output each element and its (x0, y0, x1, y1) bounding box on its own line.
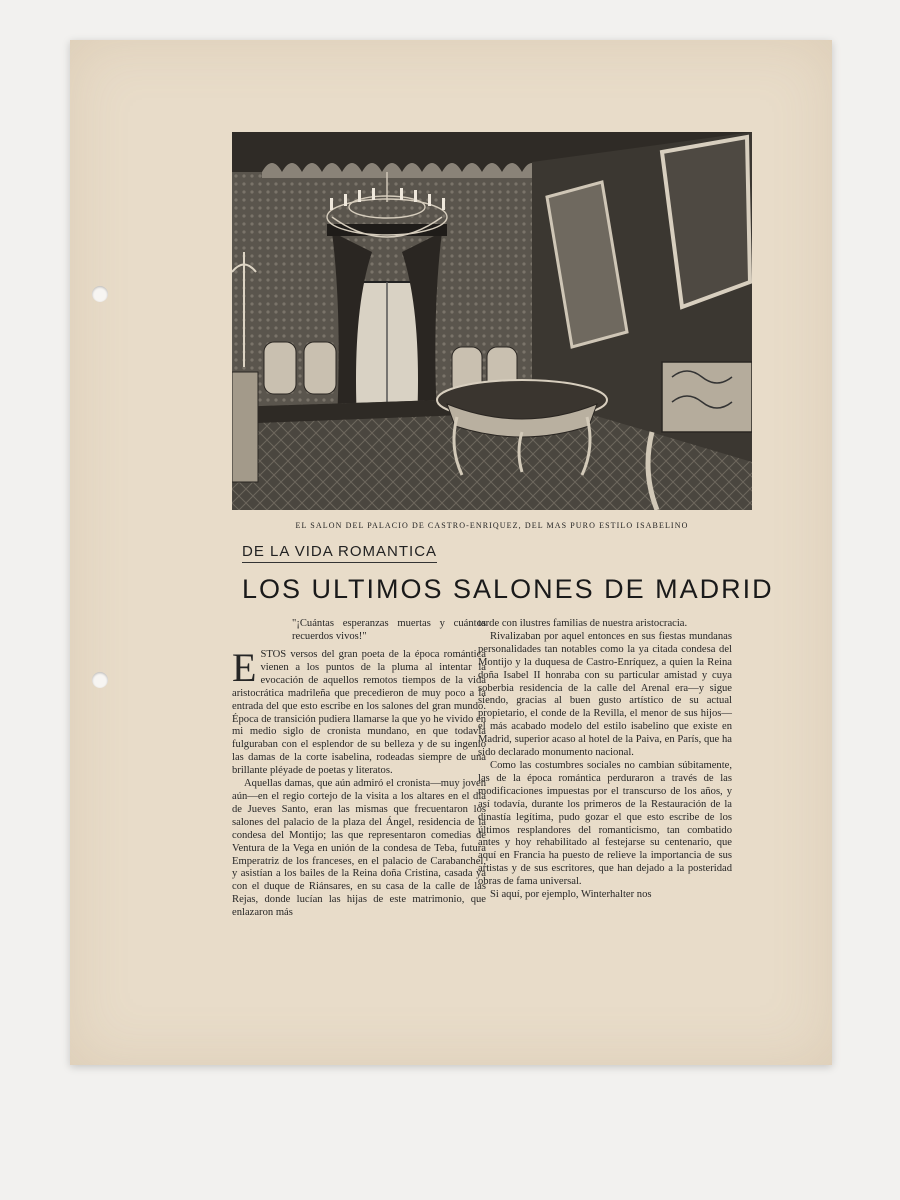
paragraph: Como las costumbres sociales no cambian súbitamente, las de la época romántica perduraron a través de las modificaciones impuestas por el transcurso de los años, y así todavía, durante los primeros de la Restauración de la dinastía legítima, pudo gozar el que esto escribe de los últimos resplandores del romanticismo, tan combatido antes y hoy rehabilitado al festejarse su centenario, que aquí en Francia ha puesto de relieve la importancia de sus artistas y de sus escritores, que han dejado a la posteridad obras de fama universal. (478, 759, 732, 888)
punch-hole-top (92, 286, 108, 302)
paragraph: Si aquí, por ejemplo, Winterhalter nos (490, 889, 652, 901)
magazine-page (70, 40, 832, 1065)
epigraph: "¡Cuántas esperanzas muertas y cuántos recuerdos vivos!" (292, 618, 486, 642)
paragraph: Aquellas damas, que aún admiró el cronista—muy joven aún—en el regio cortejo de la visita a los altares en el día de Jueves Santo, eran las mismas que frecuentaron los salones del palacio de la plaza del Ángel, residencia de la condesa del Montijo; las que representaron comedias de Ventura de la Vega en unión de la condesa de Teba, futura Emperatriz de los franceses, en el palacio de Carabanchel, y asistían a los bailes de la Reina doña Cristina, casada ya con el duque de Riánsares, en su casa de la calle de las Rejas, donde lucían las hijas de este matrimonio, que enlazaron más (232, 778, 486, 919)
paragraph: ESTOS versos del gran poeta de la época romántica vienen a los puntos de la pluma al intentar la evocación de aquellos remotos tiempos de la vida aristocrática madrileña que precedieron de muy poco a la entrada del que esto escribe en los salones del gran mundo. Época de transición pudiera llamarse la que yo he vivido en mi medio siglo de cronista mundano, en que todavía fulguraban con el esplendor de su belleza y de su ingenio las damas de la corte isabelina, rodeadas siempre de una brillante pléyade de poetas y literatos. (232, 645, 486, 777)
salon-photo-image (232, 132, 752, 510)
drop-cap: E (232, 645, 257, 690)
punch-hole-bottom (92, 672, 108, 688)
salon-photograph (232, 132, 752, 510)
text-column-right (478, 618, 732, 902)
paragraph: Rivalizaban por aquel entonces en sus fiestas mundanas personalidades tan notables como la ya citada condesa del Montijo y la duquesa de Castro-Enríquez, a quien la Reina doña Isabel II honraba con su particular amistad y cuya soberbia residencia de la calle del Arenal era—y sigue siendo, gracias al buen gusto artístico de su actual propietario, el conde de la Revilla, el menor de sus hijos—el más acabado modelo del estilo isabelino que existe en Madrid, superior acaso al hotel de la Paiva, en París, que ha sido declarado monumento nacional. (478, 630, 732, 759)
photo-caption: EL SALON DEL PALACIO DE CASTRO-ENRIQUEZ, DEL MAS PURO ESTILO ISABELINO (295, 521, 689, 530)
article-title: LOS ULTIMOS SALONES DE MADRID (242, 574, 774, 604)
section-label: DE LA VIDA ROMANTICA (242, 543, 437, 563)
paragraph: tarde con ilustres familias de nuestra aristocracia. (478, 618, 688, 629)
text-column-left (232, 618, 486, 920)
